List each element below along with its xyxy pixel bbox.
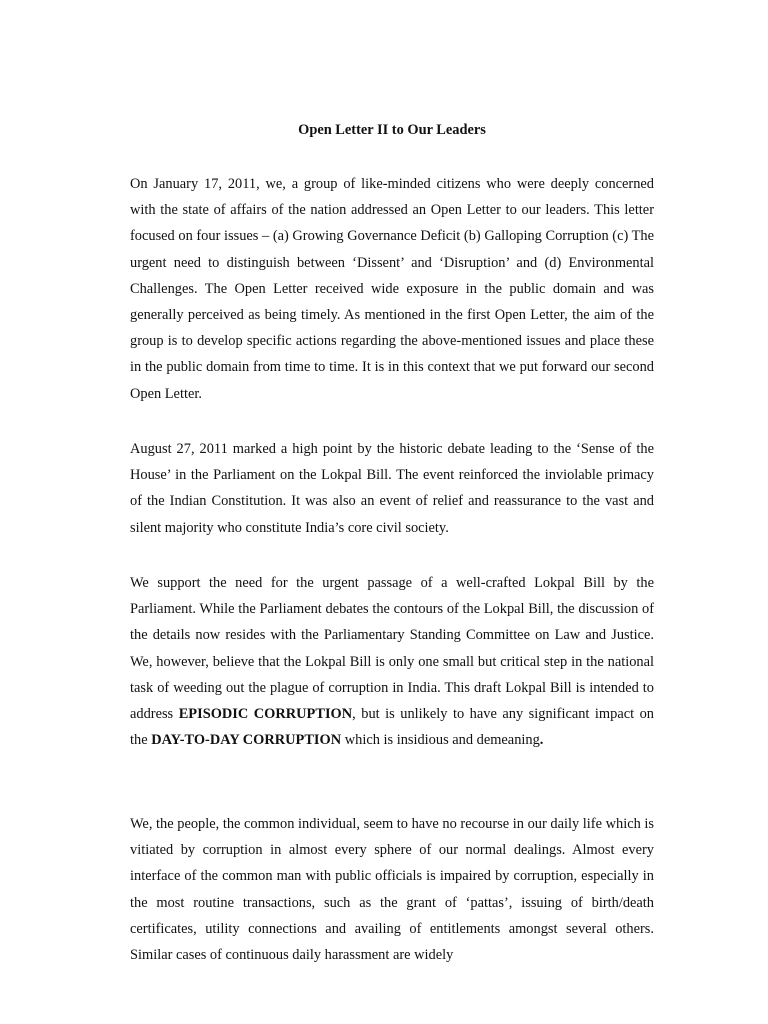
paragraph-3-text-1: We support the need for the urgent passage of a well-crafted Lokpal Bill by the Parliament. While the Parliament debates the contours of the Lokpal Bill, the discussion of the details now resides with the Parliamentary Standing Committee on Law and Justice. We, however, believe that the Lokpal Bill is only one small but critical step in the national task of weeding out the plague of corruption in India. This draft Lokpal Bill is intended to address bbox=[130, 575, 654, 723]
paragraph-2: August 27, 2011 marked a high point by the historic debate leading to the ‘Sense of the House’ in the Parliament on the Lokpal Bill. The event reinforced the inviolable primacy of the Indian Constitution. It was also an event of relief and reassurance to the vast and silent majority who constitute India’s core civil society. bbox=[130, 441, 654, 536]
episodic-corruption-emphasis: EPISODIC CORRUPTION bbox=[178, 706, 353, 723]
letter-title: Open Letter II to Our Leaders bbox=[298, 122, 486, 138]
day-to-day-corruption-emphasis: DAY-TO-DAY CORRUPTION bbox=[151, 732, 342, 749]
paragraph-4: We, the people, the common individual, seem to have no recourse in our daily life which is vitiated by corruption in almost every sphere of our normal dealings. Almost every interface of the common man with public officials is impaired by corruption, especially in the most routine transactions, such as the grant of ‘pattas’, issuing of birth/death certificates, utility connections and availing of entitlements amongst several others. Similar cases of continuous daily harassment are widely bbox=[130, 816, 654, 964]
paragraph-3-text-2: , but is unlikely to have any significant impact on the bbox=[130, 706, 654, 749]
paragraph-3-text-3: which is insidious and demeaning bbox=[344, 732, 540, 749]
paragraph-1: On January 17, 2011, we, a group of like-minded citizens who were deeply concerned with the state of affairs of the nation addressed an Open Letter to our leaders. This letter focused on four issues – (a) Growing Governance Deficit (b) Galloping Corruption (c) The urgent need to distinguish between ‘Dissent’ and ‘Disruption’ and (d) Environmental Challenges. The Open Letter received wide exposure in the public domain and was generally perceived as being timely. As mentioned in the first Open Letter, the aim of the group is to develop specific actions regarding the above-mentioned issues and place these in the public domain from time to time. It is in this context that we put forward our second Open Letter. bbox=[130, 176, 654, 402]
paragraph-3 bbox=[130, 570, 654, 753]
paragraph-3-period: . bbox=[539, 732, 544, 749]
